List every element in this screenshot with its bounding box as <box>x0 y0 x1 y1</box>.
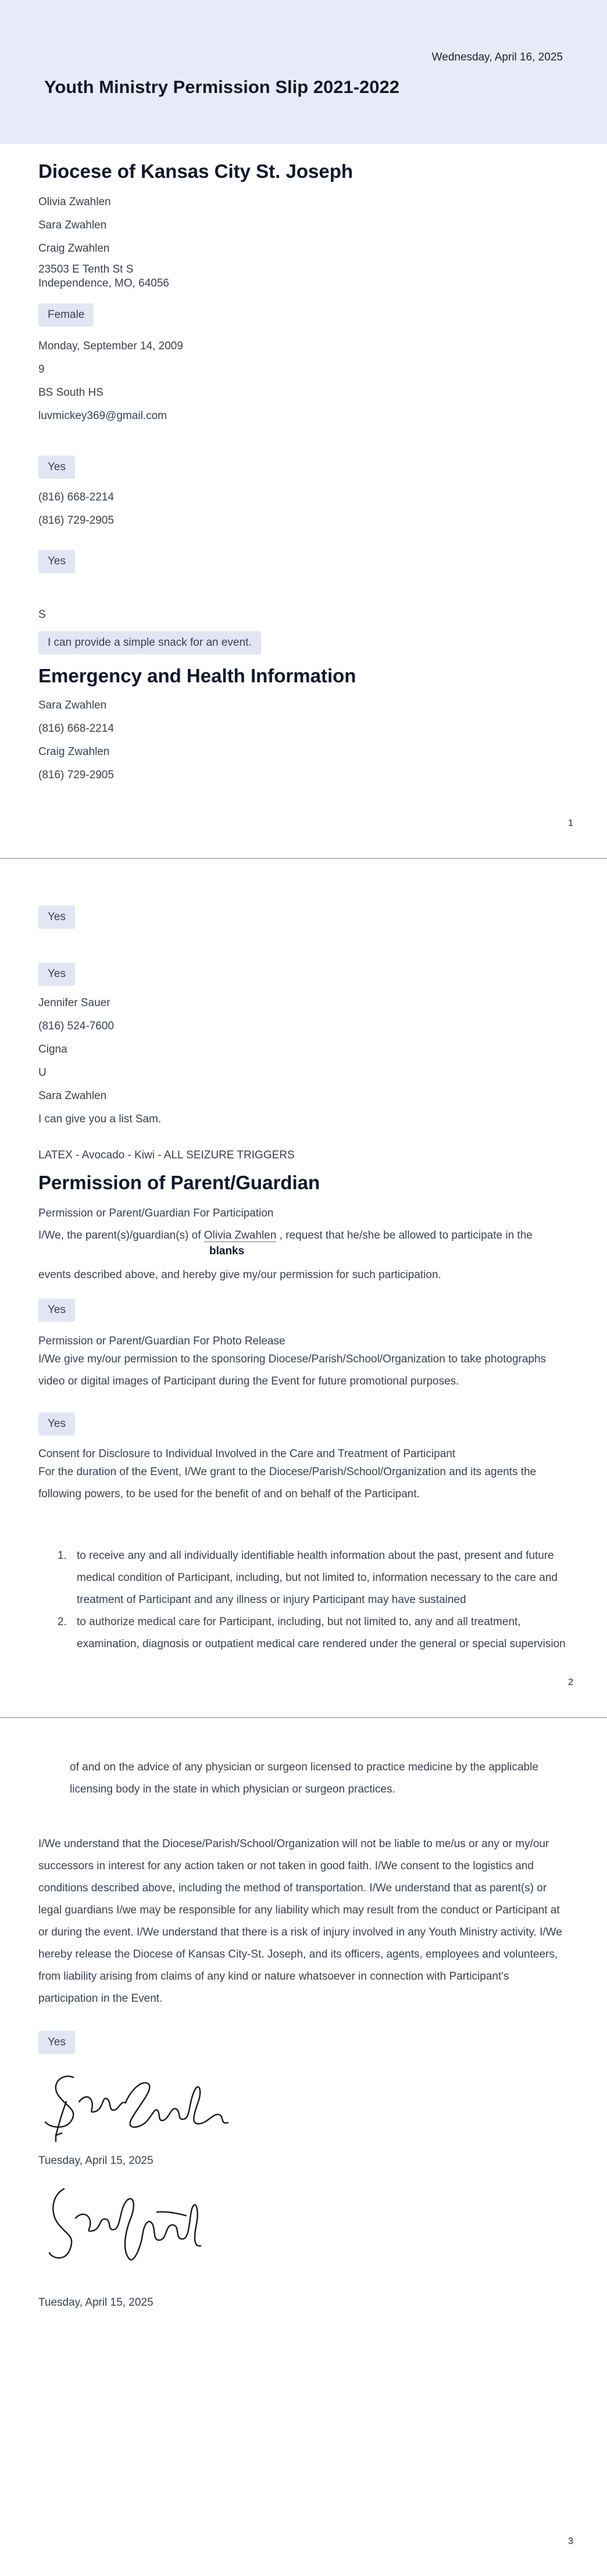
participation-text-line2: events described above, and hereby give my/our permission for such participation. <box>38 1269 441 1281</box>
emergency-phone-2: (816) 729-2905 <box>38 769 114 781</box>
page-1 <box>0 0 607 858</box>
yes-answer: Yes <box>38 1412 75 1436</box>
yes-answer: Yes <box>38 1298 75 1322</box>
permission-heading: Permission of Parent/Guardian <box>38 1172 320 1193</box>
signature-2-image <box>41 2177 215 2270</box>
signature-1-image <box>38 2067 248 2142</box>
page-2 <box>0 858 607 1717</box>
yes-answer: Yes <box>38 456 75 479</box>
list-item: 2. to authorize medical care for Participant, including, but not limited to, any and all treatment, examination, diagnosis or outpatient medical care rendered under the general or special supervision <box>70 1611 569 1655</box>
consent-text: For the duration of the Event, I/We grant to the Diocese/Parish/School/Organization and its agents the following powers, to be used for the benefit of and on behalf of the Participant. <box>38 1466 537 1500</box>
blanks-label: blanks <box>209 1245 245 1257</box>
page-number: 1 <box>568 818 573 828</box>
yes-answer: Yes <box>38 2031 75 2054</box>
school-value: BS South HS <box>38 387 103 399</box>
address-line-2: Independence, MO, 64056 <box>38 277 170 289</box>
phone-1: (816) 668-2214 <box>38 491 114 503</box>
policy-holder: Sara Zwahlen <box>38 1090 107 1102</box>
doctor-name: Jennifer Sauer <box>38 997 110 1009</box>
insurance-provider: Cigna <box>38 1043 67 1056</box>
emergency-phone-1: (816) 668-2214 <box>38 722 114 735</box>
list-continued: of and on the advice of any physician or surgeon licensed to practice medicine by the applicable licensing body in the state in which physician or surgeon practices. <box>70 1761 538 1795</box>
doctor-phone: (816) 524-7600 <box>38 1020 114 1032</box>
page-number: 2 <box>568 1677 573 1687</box>
birthdate-value: Monday, September 14, 2009 <box>38 340 183 352</box>
address-block <box>38 263 569 291</box>
yes-answer: Yes <box>38 906 75 929</box>
diocese-heading: Diocese of Kansas City St. Joseph <box>38 160 354 182</box>
form-title: Youth Ministry Permission Slip 2021-2022 <box>44 77 400 97</box>
participation-text <box>38 1228 569 1244</box>
photo-release-text: I/We give my/our permission to the sponsoring Diocese/Parish/School/Organization to take photographs video or digital images of Participant during the Event for future promotional purposes. <box>38 1353 547 1387</box>
shirt-size-value: S <box>38 609 46 621</box>
header-date: Wednesday, April 16, 2025 <box>431 51 563 63</box>
form-header <box>0 0 607 144</box>
powers-list <box>38 1545 569 1655</box>
yes-answer: Yes <box>38 550 75 573</box>
list-item: 1. to receive any and all individually identifiable health information about the past, present and future medical condition of Participant, including, but not limited to, information necessary to the care and treatment of Participant and any illness or injury Participant may have sustained <box>70 1545 569 1611</box>
snack-option: I can provide a simple snack for an event. <box>38 631 261 654</box>
address-line-1: 23503 E Tenth St S <box>38 263 134 276</box>
medications: I can give you a list Sam. <box>38 1113 162 1125</box>
consent-label: Consent for Disclosure to Individual Involved in the Care and Treatment of Participant <box>38 1448 456 1460</box>
emergency-contact-2: Craig Zwahlen <box>38 746 110 758</box>
gender-value: Female <box>38 303 94 327</box>
emergency-heading: Emergency and Health Information <box>38 665 356 686</box>
photo-release-label: Permission or Parent/Guardian For Photo Release <box>38 1335 285 1347</box>
signature-2-date: Tuesday, April 15, 2025 <box>38 2296 153 2309</box>
parent1-name: Sara Zwahlen <box>38 219 107 231</box>
allergies: LATEX - Avocado - Kiwi - ALL SEIZURE TRIGGERS <box>38 1149 295 1161</box>
email-value: luvmickey369@gmail.com <box>38 410 167 422</box>
emergency-contact-1: Sara Zwahlen <box>38 699 107 711</box>
participation-text-before: I/We, the parent(s)/guardian(s) of <box>38 1229 201 1242</box>
insurance-id: U <box>38 1067 47 1079</box>
grade-value: 9 <box>38 363 45 375</box>
participant-name: Olivia Zwahlen <box>38 196 111 208</box>
phone-2: (816) 729-2905 <box>38 514 114 527</box>
signature-1-date: Tuesday, April 15, 2025 <box>38 2155 153 2167</box>
waiver-text: I/We understand that the Diocese/Parish/School/Organization will not be liable to me/us or any or my/our successors in interest for any action taken or not taken in good faith. I/We consent to the logistics and conditions described above, including the method of transportation. I/We understand that as parent(s) or legal guardians I/we may be responsible for any liability which may result from the conduct or Participant at or during the event. I/We understand that there is a risk of injury involved in any Youth Ministry activity. I/We hereby release the Diocese of Kansas City-St. Joseph, and its officers, agents, employees and volunteers, from liability arising from claims of any kind or nature whatsoever in connection with Participant's participation in the Event. <box>38 1838 562 2005</box>
participation-text-after: , request that he/she be allowed to participate in the <box>279 1229 533 1242</box>
participation-label: Permission or Parent/Guardian For Participation <box>38 1207 274 1219</box>
page-number: 3 <box>568 2536 573 2546</box>
parent2-name: Craig Zwahlen <box>38 242 110 255</box>
page-3 <box>0 1717 607 2576</box>
yes-answer: Yes <box>38 963 75 986</box>
participation-name: Olivia Zwahlen <box>203 1229 277 1242</box>
